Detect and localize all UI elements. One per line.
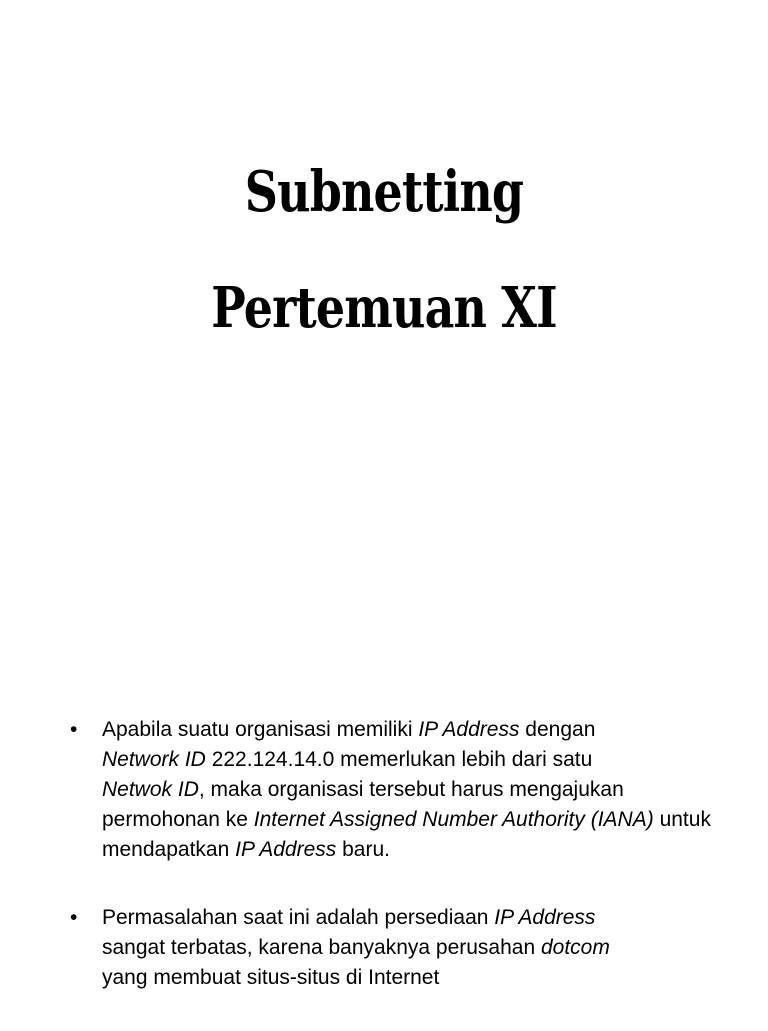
text-segment-italic: IP Address [494,906,596,929]
text-segment: dengan [519,718,596,741]
text-segment: yang membuat situs-situs di Internet [102,966,440,989]
bullet-marker: • [70,718,78,741]
text-segment: sangat terbatas, karena banyaknya perusahan [102,936,541,959]
text-segment-italic: IP Address [418,718,520,741]
bullet-text [102,906,610,989]
title-line-1: Subnetting [244,159,524,225]
text-segment: Permasalahan saat ini adalah persediaan [102,906,495,929]
text-segment-italic: Netwok ID [102,778,199,801]
text-segment: Apabila suatu organisasi memiliki [102,718,419,741]
slide-title [0,160,768,340]
title-line-2: Pertemuan XI [211,275,557,341]
text-segment: 222.124.14.0 memerlukan lebih dari satu [205,748,593,771]
text-segment: untuk mendapatkan [102,808,711,861]
text-segment-italic: Internet Assigned Number Authority (IANA) [253,808,654,831]
bullet-item [70,715,730,865]
text-segment-italic: dotcom [540,936,610,959]
bullet-marker: • [70,906,78,929]
text-segment-italic: Network ID [102,748,206,771]
bullet-item [70,903,730,993]
bullet-text [102,718,711,861]
text-segment: baru. [336,838,390,861]
bullet-list [70,715,730,1031]
text-segment-italic: IP Address [235,838,337,861]
text-segment: , maka organisasi tersebut harus mengajukan permohonan ke [102,778,624,831]
